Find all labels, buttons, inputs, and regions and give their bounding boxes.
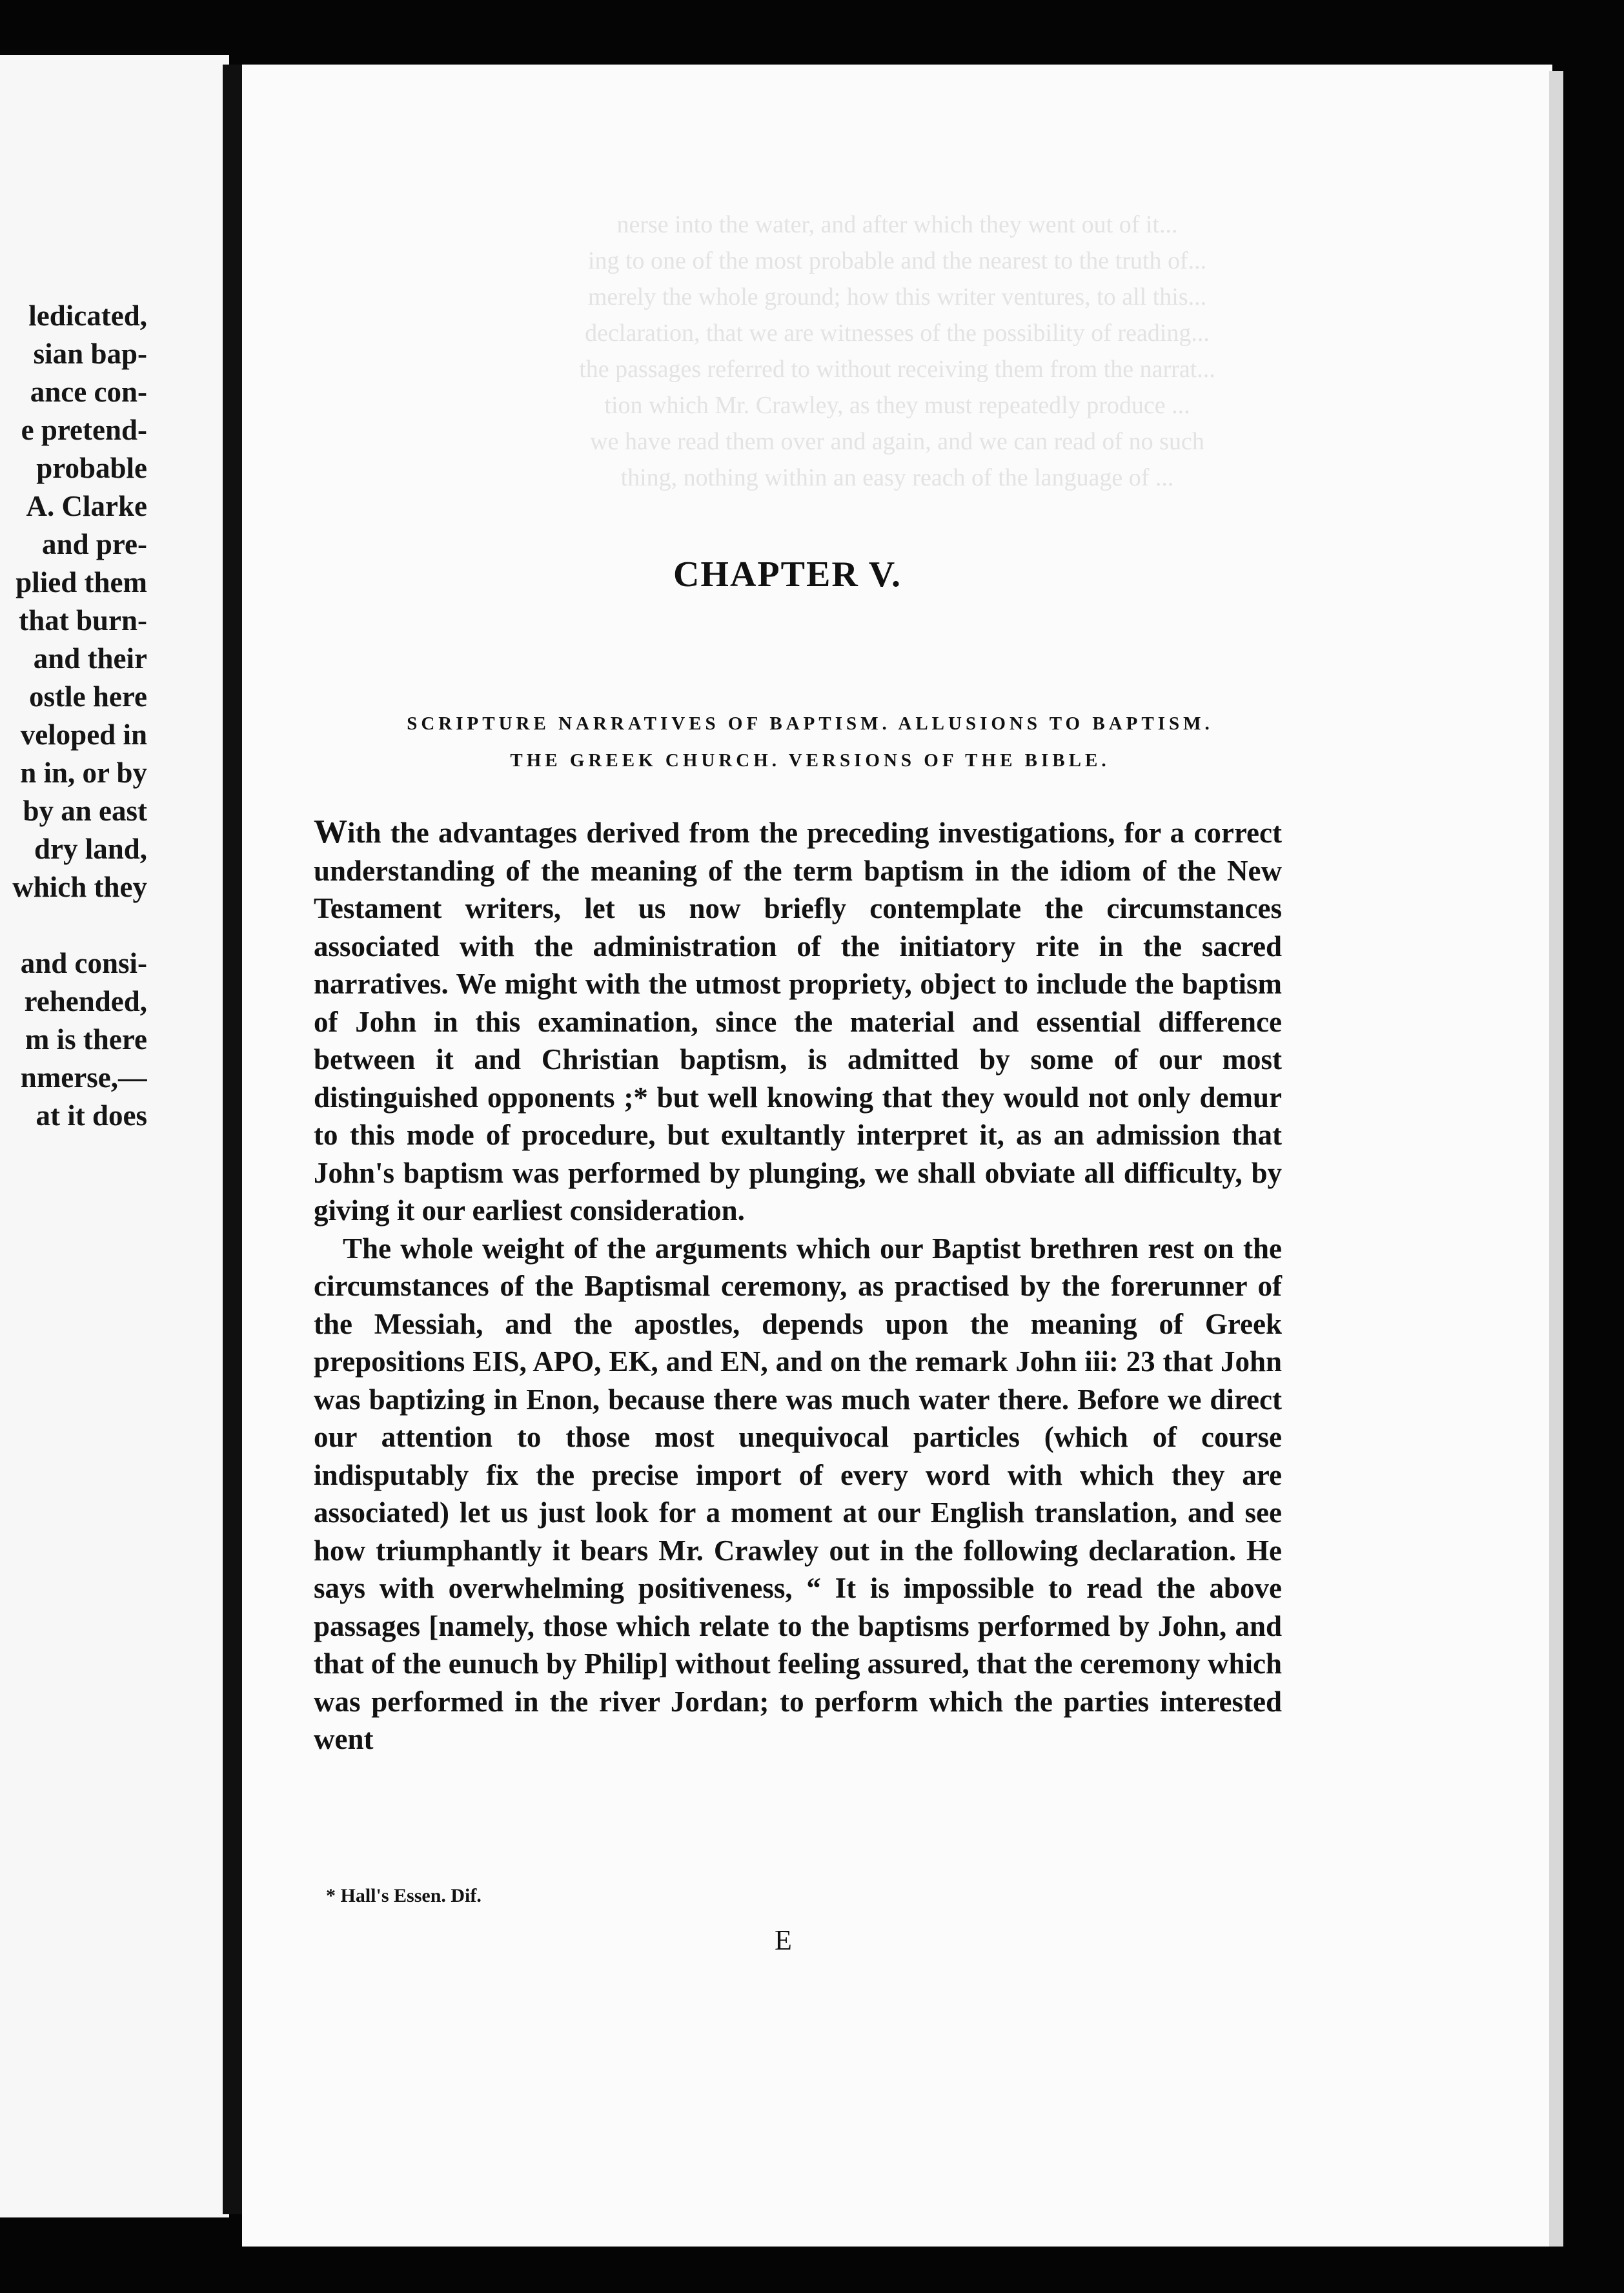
left-page-line: ostle here bbox=[29, 680, 147, 713]
left-page-line: m is there bbox=[25, 1023, 147, 1055]
left-page bbox=[0, 55, 229, 2217]
left-page-line: probable bbox=[36, 452, 147, 484]
bleed-through-text: tion which Mr. Crawley, as they must repeatedly produce ... bbox=[604, 392, 1190, 419]
chapter-subheading-1: SCRIPTURE NARRATIVES OF BAPTISM. ALLUSIONS TO BAPTISM. bbox=[407, 713, 1213, 734]
left-page-line: which they bbox=[12, 871, 147, 903]
left-page-line: nmerse,— bbox=[20, 1061, 147, 1094]
left-page-line: that burn- bbox=[19, 604, 147, 637]
left-page-line: A. Clarke bbox=[26, 490, 147, 522]
left-page-line: sian bap- bbox=[33, 338, 147, 370]
bleed-through-text: merely the whole ground; how this writer ventures, to all this... bbox=[587, 283, 1207, 311]
left-page-line: veloped in bbox=[20, 718, 147, 751]
bleed-through-text: the passages referred to without receiving them from the narrat... bbox=[579, 356, 1215, 383]
chapter-subheading-2: THE GREEK CHURCH. VERSIONS OF THE BIBLE. bbox=[510, 750, 1110, 771]
left-page-line: ledicated, bbox=[28, 300, 147, 332]
left-page-line: and consi- bbox=[20, 947, 147, 979]
left-page-line: e pretend- bbox=[21, 414, 147, 446]
book-gutter bbox=[223, 65, 242, 2214]
left-page-line: by an east bbox=[23, 795, 147, 827]
left-page-line: n in, or by bbox=[20, 757, 147, 789]
chapter-title: CHAPTER V. bbox=[673, 555, 902, 595]
paragraph-1: With the advantages derived from the preceding investigations, for a correct understanding of the meaning of the term baptism in the idiom of the New Testament writers, let us now briefly contemplate the circumstances associated with the administration of the initiatory rite in the sacred narratives. We might with the utmost propriety, object to include the baptism of John in this examination, since the material and essential difference between it and Christian baptism, is admitted by some of our most distinguished opponents ;* but well knowing that they would not only demur to this mode of procedure, but exultantly interpret it, as an admission that John's baptism was performed by plunging, we shall obviate all difficulty, by giving it our earliest consideration. bbox=[314, 813, 1282, 1227]
left-page-line: and pre- bbox=[42, 528, 147, 560]
left-page-line: at it does bbox=[36, 1099, 147, 1132]
bleed-through-text: ing to one of the most probable and the nearest to the truth of... bbox=[587, 247, 1207, 274]
bleed-through-text: thing, nothing within an easy reach of the language of ... bbox=[620, 464, 1174, 491]
footnote: * Hall's Essen. Dif. bbox=[326, 1885, 482, 1906]
left-page-line: and their bbox=[33, 642, 147, 675]
bleed-through-text: we have read them over and again, and we can read of no such bbox=[590, 428, 1204, 455]
paragraph-2: The whole weight of the arguments which our Baptist brethren rest on the circumstances of the Baptismal ceremony, as practised by the forerunner of the Messiah, and the apostles, depends upon the meaning of Greek prepositions EIS, APO, EK, and EN, and on the remark John iii: 23 that John was baptizing in Enon, because there was much water there. Before we direct our attention to those most unequivocal particles (which of course indisputably fix the precise import of every word with which they are associated) let us just look for a moment at our English translation, and see how triumphantly it bears Mr. Crawley out in the following declaration. He says with overwhelming positiveness, “ It is impossible to read the above passages [namely, those which relate to the baptisms performed by John, and that of the eunuch by Philip] without feeling assured, that the ceremony which was performed in the river Jordan; to perform which the parties interested went bbox=[314, 1232, 1282, 1755]
left-page-line: plied them bbox=[15, 566, 147, 598]
bleed-through-text: nerse into the water, and after which they went out of it... bbox=[616, 211, 1178, 238]
left-page-line: rehended, bbox=[24, 985, 147, 1017]
left-page-line: ance con- bbox=[30, 376, 147, 408]
chapter-body bbox=[314, 813, 1282, 1758]
signature-mark: E bbox=[775, 1924, 792, 1956]
bleed-through-text: declaration, that we are witnesses of the possibility of reading... bbox=[585, 320, 1210, 347]
left-page-line: dry land, bbox=[34, 833, 147, 865]
page-edge bbox=[1549, 71, 1563, 2247]
